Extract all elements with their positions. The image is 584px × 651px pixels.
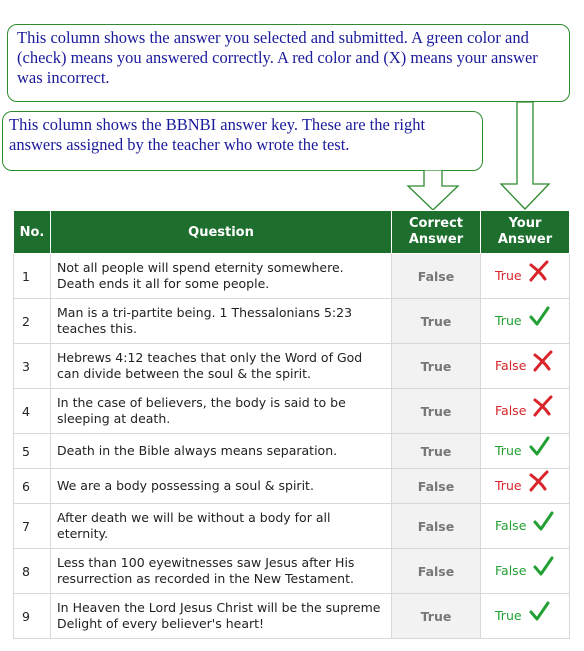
your-answer-cell xyxy=(481,469,570,504)
your-answer: True xyxy=(495,607,522,623)
table-row xyxy=(14,344,570,389)
x-mark-icon xyxy=(528,470,550,495)
answer-key-callout-text: This column shows the BBNBI answer key. These are the right answers assigned by the teacher who wrote the test. xyxy=(9,115,426,154)
correct-answer: False xyxy=(392,469,481,504)
correct-answer: True xyxy=(392,344,481,389)
question-text: We are a body possessing a soul & spirit. xyxy=(51,469,392,504)
header-your-answer-label: Your Answer xyxy=(497,216,553,247)
your-answer-cell xyxy=(481,299,570,344)
x-mark-icon xyxy=(532,395,554,420)
your-answer-cell xyxy=(481,549,570,594)
check-icon xyxy=(528,435,550,460)
your-answer-callout xyxy=(7,24,570,102)
question-number: 2 xyxy=(14,299,51,344)
question-text: Hebrews 4:12 teaches that only the Word of God can divide between the soul & the spirit. xyxy=(51,344,392,389)
correct-answer: True xyxy=(392,389,481,434)
check-icon xyxy=(532,510,554,535)
question-number: 7 xyxy=(14,504,51,549)
correct-answer: False xyxy=(392,504,481,549)
table-header-row xyxy=(14,211,570,254)
question-number: 3 xyxy=(14,344,51,389)
question-text: Man is a tri-partite being. 1 Thessalonians 5:23 teaches this. xyxy=(51,299,392,344)
your-answer-cell xyxy=(481,389,570,434)
correct-answer: True xyxy=(392,594,481,639)
question-number: 6 xyxy=(14,469,51,504)
answer-key-callout xyxy=(2,111,483,171)
table-row xyxy=(14,299,570,344)
your-answer-cell xyxy=(481,344,570,389)
x-mark-icon xyxy=(532,350,554,375)
table-row xyxy=(14,254,570,299)
question-number: 4 xyxy=(14,389,51,434)
check-icon xyxy=(528,600,550,625)
your-answer-cell xyxy=(481,504,570,549)
correct-answer: False xyxy=(392,549,481,594)
question-number: 8 xyxy=(14,549,51,594)
your-answer: True xyxy=(495,477,522,493)
your-answer: False xyxy=(495,402,527,418)
header-no: No. xyxy=(14,211,51,254)
your-answer: False xyxy=(495,357,527,373)
correct-answer: True xyxy=(392,434,481,469)
question-number: 1 xyxy=(14,254,51,299)
question-text: Death in the Bible always means separation. xyxy=(51,434,392,469)
your-answer: True xyxy=(495,442,522,458)
table-row xyxy=(14,389,570,434)
question-text: In Heaven the Lord Jesus Christ will be the supreme Delight of every believer's heart! xyxy=(51,594,392,639)
your-answer-cell xyxy=(481,434,570,469)
table-row xyxy=(14,434,570,469)
header-correct-answer xyxy=(392,211,481,254)
answers-table xyxy=(13,210,570,639)
your-answer: True xyxy=(495,312,522,328)
your-answer: False xyxy=(495,517,527,533)
x-mark-icon xyxy=(528,260,550,285)
question-number: 5 xyxy=(14,434,51,469)
table-row xyxy=(14,549,570,594)
your-answer-callout-text: This column shows the answer you selected and submitted. A green color and (check) means you answered correctly. A red color and (X) means your answer was incorrect. xyxy=(17,28,538,87)
question-text: Less than 100 eyewitnesses saw Jesus after His resurrection as recorded in the New Testament. xyxy=(51,549,392,594)
header-correct-answer-label: Correct Answer xyxy=(408,216,464,247)
header-your-answer xyxy=(481,211,570,254)
down-arrow-icon xyxy=(405,170,465,212)
question-text: After death we will be without a body for all eternity. xyxy=(51,504,392,549)
table-row xyxy=(14,504,570,549)
check-icon xyxy=(532,555,554,580)
down-arrow-icon xyxy=(497,102,557,212)
your-answer-cell xyxy=(481,594,570,639)
question-number: 9 xyxy=(14,594,51,639)
table-row xyxy=(14,469,570,504)
your-answer-cell xyxy=(481,254,570,299)
table-row xyxy=(14,594,570,639)
check-icon xyxy=(528,305,550,330)
question-text: Not all people will spend eternity somewhere. Death ends it all for some people. xyxy=(51,254,392,299)
correct-answer: False xyxy=(392,254,481,299)
correct-answer: True xyxy=(392,299,481,344)
question-text: In the case of believers, the body is said to be sleeping at death. xyxy=(51,389,392,434)
your-answer: True xyxy=(495,267,522,283)
header-question: Question xyxy=(51,211,392,254)
your-answer: False xyxy=(495,562,527,578)
